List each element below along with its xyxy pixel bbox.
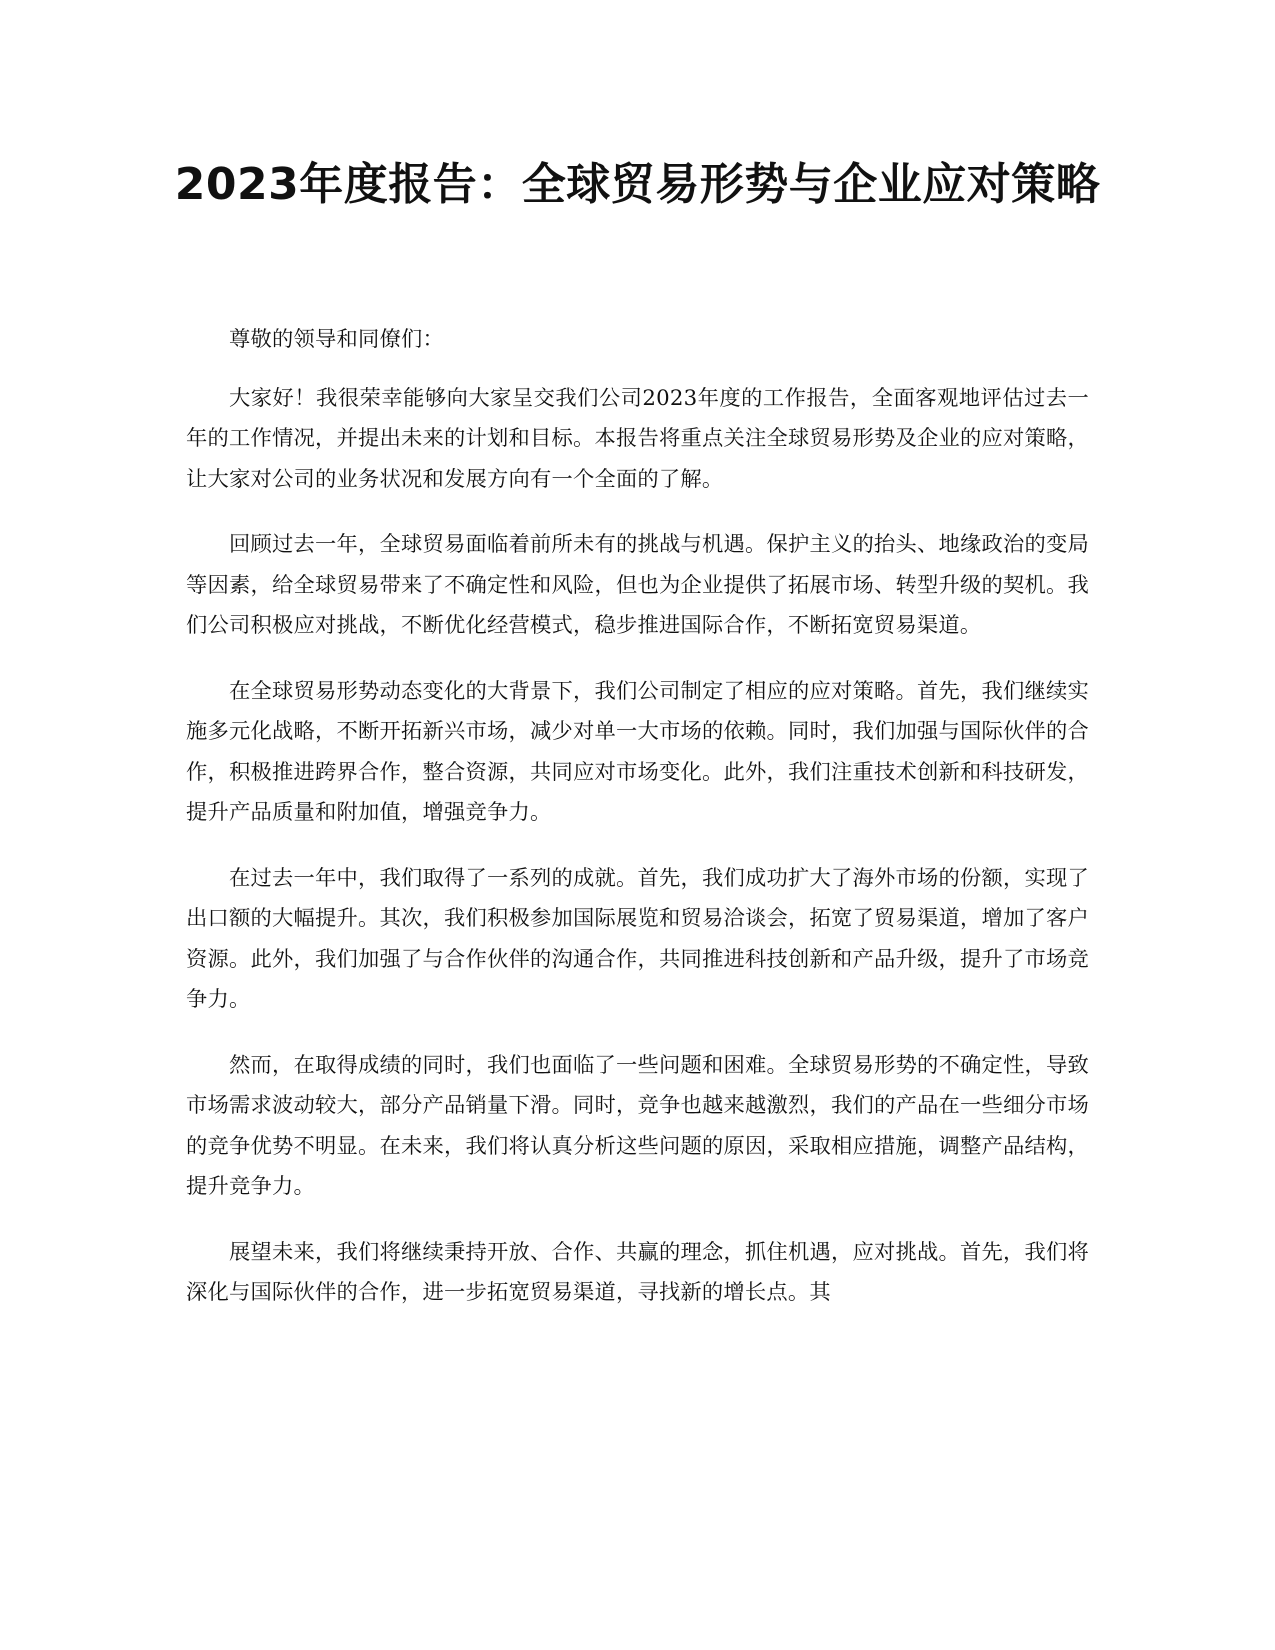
body-paragraph-2: 回顾过去一年，全球贸易面临着前所未有的挑战与机遇。保护主义的抬头、地缘政治的变局等因素，给全球贸易带来了不确定性和风险，但也为企业提供了拓展市场、转型升级的契机。我们公司积极应对挑战，不断优化经营模式，稳步推进国际合作，不断拓宽贸易渠道。 [186,532,1089,638]
body-paragraph-3: 在全球贸易形势动态变化的大背景下，我们公司制定了相应的应对策略。首先，我们继续实施多元化战略，不断开拓新兴市场，减少对单一大市场的依赖。同时，我们加强与国际伙伴的合作，积极推进跨界合作，整合资源，共同应对市场变化。此外，我们注重技术创新和科技研发，提升产品质量和附加值，增强竞争力。 [186,678,1089,825]
salutation-paragraph: 尊敬的领导和同僚们： [229,327,444,352]
document-title: 2023年度报告：全球贸易形势与企业应对策略 [174,159,1101,210]
body-paragraph-4: 在过去一年中，我们取得了一系列的成就。首先，我们成功扩大了海外市场的份额，实现了出口额的大幅提升。其次，我们积极参加国际展览和贸易洽谈会，拓宽了贸易渠道，增加了客户资源。此外，我们加强了与合作伙伴的沟通合作，共同推进科技创新和产品升级，提升了市场竞争力。 [186,865,1089,1012]
body-paragraph-6: 展望未来，我们将继续秉持开放、合作、共赢的理念，抓住机遇，应对挑战。首先，我们将深化与国际伙伴的合作，进一步拓宽贸易渠道，寻找新的增长点。其 [186,1239,1089,1305]
body-paragraph-5: 然而，在取得成绩的同时，我们也面临了一些问题和困难。全球贸易形势的不确定性，导致市场需求波动较大，部分产品销量下滑。同时，竞争也越来越激烈，我们的产品在一些细分市场的竞争优势不明显。在未来，我们将认真分析这些问题的原因，采取相应措施，调整产品结构，提升竞争力。 [186,1052,1089,1199]
document-body [186,320,1089,1339]
body-paragraph-1: 大家好！我很荣幸能够向大家呈交我们公司2023年度的工作报告，全面客观地评估过去一年的工作情况，并提出未来的计划和目标。本报告将重点关注全球贸易形势及企业的应对策略，让大家对公司的业务状况和发展方向有一个全面的了解。 [186,385,1089,492]
